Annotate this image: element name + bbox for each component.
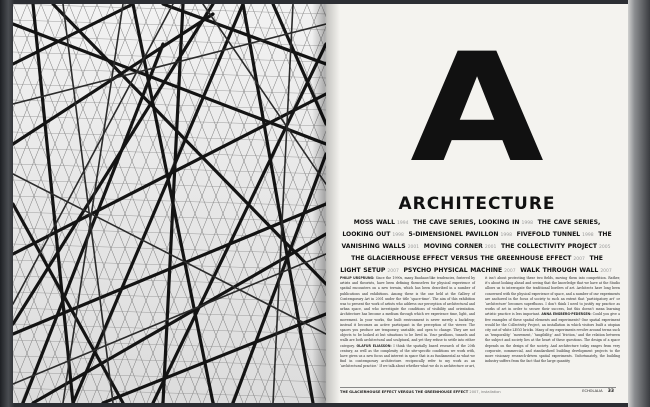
work-title: THE LIGHT SETUP <box>340 255 603 274</box>
caption-year: 2007, installation <box>469 390 501 394</box>
book-edge-right <box>628 0 650 407</box>
work-title: THE COLLECTIVITY PROJECT <box>500 243 598 250</box>
paragraph: reciprocally refer to my work as an ‘architectural practice.’ If we talk about whether what we do is architecture or art, it isn’t about protecting these two fields, moving them into competition. Rather, it’s about looking ahead and seeing that the knowledge that we have at the Studio allows us to interrogate the traditional borders of art. Architects have long been concerned with the physical experience of space, and a number of our experiments are anchored in the focus of society to such an extent that ‘participatory art’ or ‘architecture’ becomes superfluous. I don’t think I need to justify my practice as works of art in order to secure their success, but this doesn’t mean learning artistic practice is less important. <box>340 276 620 369</box>
work-year: 2001 <box>484 245 497 250</box>
running-footer-label: ECHOLALIA <box>582 389 603 393</box>
book-edge-left <box>0 0 14 407</box>
page-number: 33 <box>607 389 614 394</box>
work-year: 2007 <box>600 269 612 274</box>
geodesic-structure-photo <box>13 4 326 403</box>
caption-title: THE GLACIERHOUSE EFFECT VERSUS THE GREENHOUSE EFFECT <box>340 390 469 394</box>
work-title: MOSS WALL <box>353 219 396 226</box>
work-year: 2007 <box>387 269 399 274</box>
footer-rule <box>340 387 616 388</box>
work-year: 1998 <box>521 221 533 226</box>
left-page-photo <box>13 4 326 403</box>
work-title: THE CAVE SERIES, LOOKING OUT <box>342 219 601 238</box>
work-year: 1998 <box>582 233 594 238</box>
right-page <box>326 4 628 403</box>
paragraph: I think the spatially based research of the 20th century, as well as the complexity of the site-specific conditions we work with, have given us a new focus and interest in space that is as fundamental as what we find in contemporary architecture. <box>340 343 476 364</box>
work-year: 1998 <box>392 233 404 238</box>
work-title: FIVEFOLD TUNNEL <box>516 231 581 238</box>
works-list <box>340 217 614 277</box>
running-footer <box>582 389 614 394</box>
chapter-letter: A <box>410 22 544 196</box>
work-title: WALK THROUGH WALL <box>520 267 599 274</box>
work-title: THE VANISHING WALLS <box>341 231 612 250</box>
work-year: 1994 <box>397 221 409 226</box>
speaker-label: ANNA ENGBERG-PEDERSEN: <box>541 312 592 317</box>
work-title: 5-DIMENSIONEL PAVILLON <box>408 231 499 238</box>
speaker-label: PHILIP URSPRUNG: <box>340 276 375 280</box>
section-title: ARCHITECTURE <box>398 194 556 214</box>
work-year: 2001 <box>407 245 420 250</box>
work-title: PSYCHO PHYSICAL MACHINE <box>403 267 503 274</box>
work-year: 1998 <box>500 233 512 238</box>
paragraph: Could you give a few examples of these spatial elements and experiments? One spatial experiment would be the Collectivity Project, an installation in which visitors built a utopian city out of white LEGO bricks. Many of my experiments revolve around terms such as ‘temporality,’ ‘movement,’ ‘tangibility,’ and ‘friction,’ and the relation between the subject and society lies at the heart of these questions. The design of a space depends on the design of the society. And architecture today ranges from very corporate, commercial, and standardized building development projects to the more visionary research-driven spatial experiments. Unfortunately, the building industry suffers from the fact that the large quantity <box>485 312 620 364</box>
work-year: 2005 <box>599 245 611 250</box>
photo-caption <box>340 390 501 394</box>
work-title: THE CAVE SERIES, LOOKING IN <box>413 219 520 226</box>
paragraph: Since the 1990s, many Bauhaus-like tendencies, fostered by artists and theorists, have been defining themselves for physical experience of spatial encounters on a new terrain, which has been described in a number of publications and exhibitions. Among these is the one held at the Gallery of Contemporary Art in 2001 under the title ‘space-time’. The aim of this exhibition was to present the work of artists who address our perception of architectural and urban space, and who investigate the conditions of visibility and orientation. Architecture has become a medium through which we experience time, light, and movement. In your works, the built environment is never merely a backdrop; instead it becomes an active participant in the perception of the viewer. The spaces you produce are temporary, unstable, and open to change. They are not objects to be looked at but situations to be lived in. Your pavilions, tunnels and walls are both architectural and sculptural, and yet they refuse to settle into either category. <box>340 276 475 348</box>
interview-text <box>340 276 620 384</box>
work-year: 2007 <box>504 269 516 274</box>
speaker-label: OLAFUR ELIASSON: <box>356 343 392 348</box>
work-title: THE GLACIERHOUSE EFFECT VERSUS THE GREENHOUSE EFFECT <box>351 255 572 262</box>
work-title: MOVING CORNER <box>423 243 483 250</box>
work-year: 2007 <box>573 257 585 262</box>
